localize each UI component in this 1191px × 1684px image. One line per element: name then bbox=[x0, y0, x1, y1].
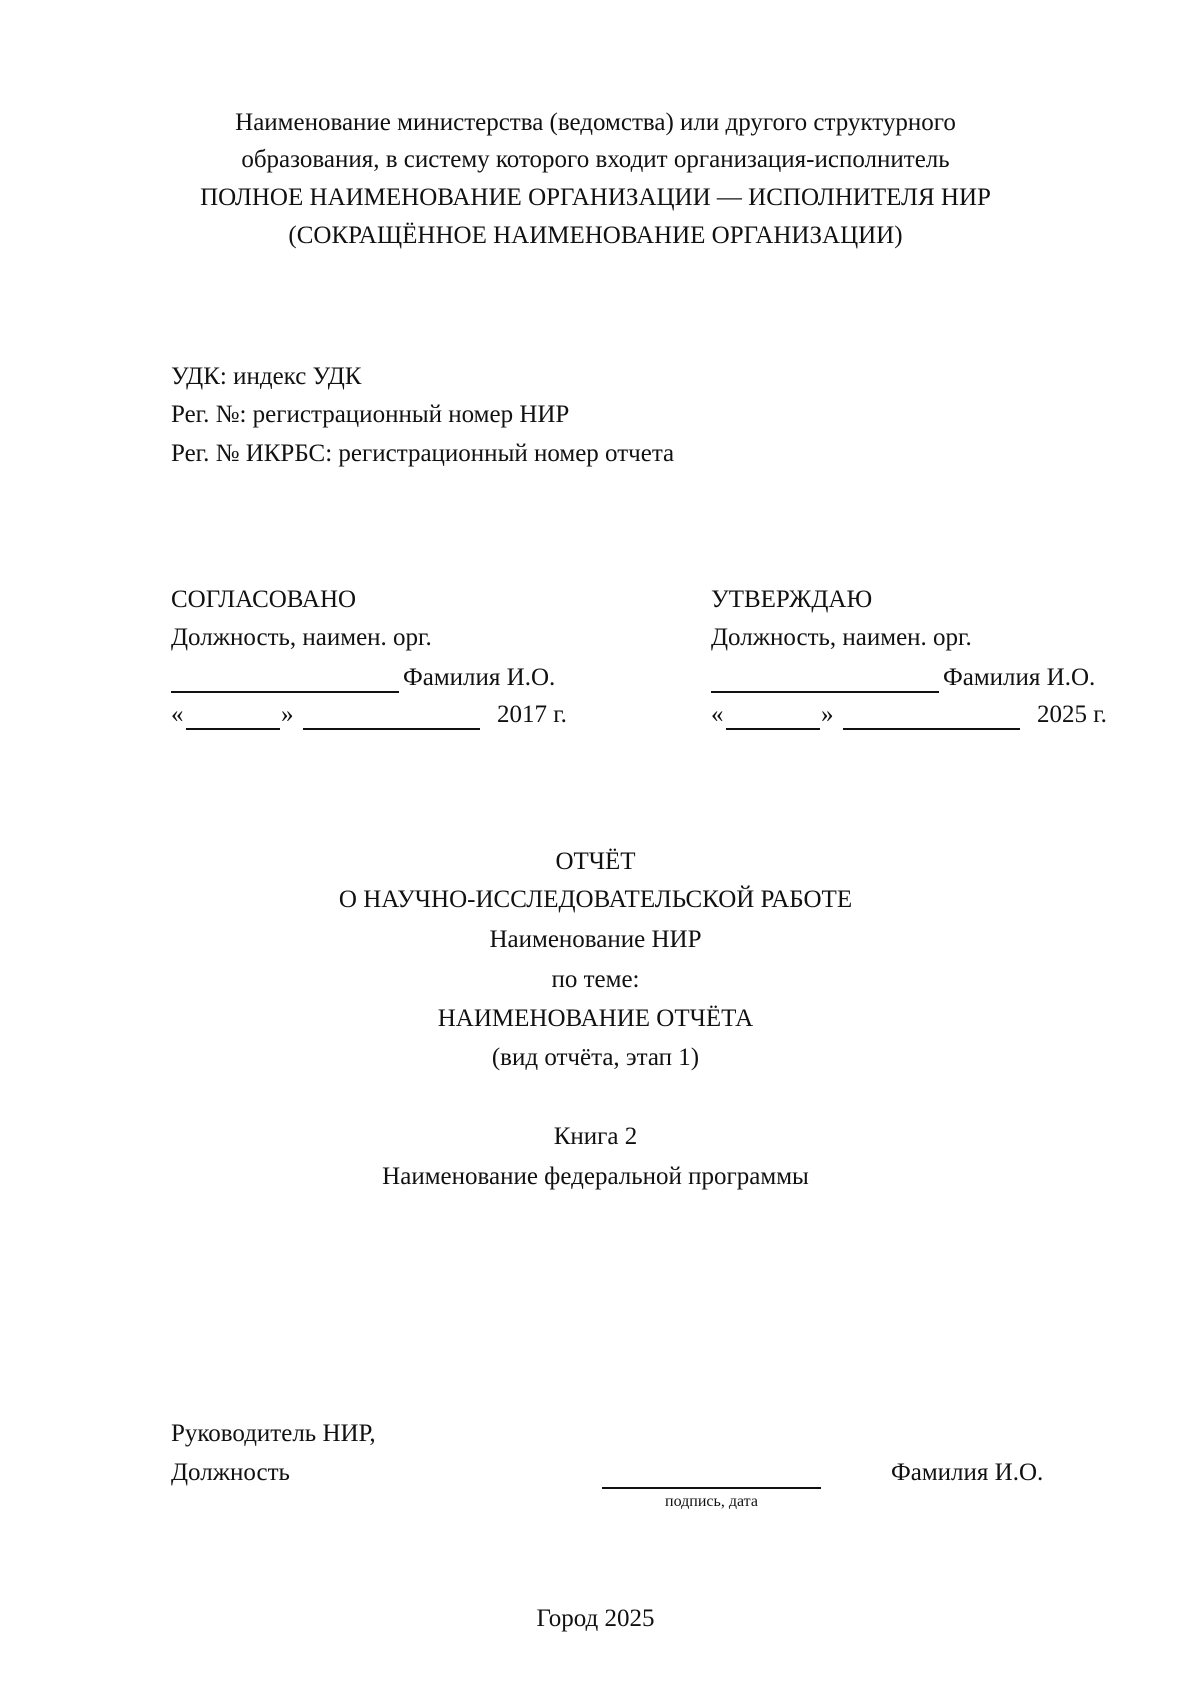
report-kind: (вид отчёта, этап 1) bbox=[491, 1044, 700, 1071]
agreed-signature-line bbox=[171, 691, 399, 693]
agreed-year: 2017 г. bbox=[497, 701, 567, 728]
agreed-position: Должность, наимен. орг. bbox=[171, 624, 432, 651]
approved-signature-line bbox=[711, 691, 939, 693]
approved-day-line bbox=[726, 728, 820, 730]
head-signature-line bbox=[602, 1487, 821, 1489]
agreed-quote-open: « bbox=[171, 701, 184, 728]
udk-line: УДК: индекс УДК bbox=[171, 363, 362, 390]
agreed-quote-close: » bbox=[281, 701, 294, 728]
organization-short-name: (СОКРАЩЁННОЕ НАИМЕНОВАНИЕ ОРГАНИЗАЦИИ) bbox=[288, 222, 903, 249]
head-position: Должность bbox=[171, 1459, 290, 1486]
report-title: ОТЧЁТ bbox=[555, 848, 636, 875]
city-year: Город 2025 bbox=[536, 1605, 655, 1632]
approved-year: 2025 г. bbox=[1037, 701, 1107, 728]
approved-month-line bbox=[843, 728, 1020, 730]
reg-ikrbs-line: Рег. № ИКРБС: регистрационный номер отчета bbox=[171, 440, 675, 467]
approved-name: Фамилия И.О. bbox=[943, 664, 1096, 691]
agreed-day-line bbox=[186, 728, 280, 730]
approved-position: Должность, наимен. орг. bbox=[711, 624, 972, 651]
signature-caption: подпись, дата bbox=[665, 1493, 758, 1510]
nir-name: Наименование НИР bbox=[489, 926, 702, 953]
report-name: НАИМЕНОВАНИЕ ОТЧЁТА bbox=[437, 1005, 754, 1032]
ministry-line-2: образования, в систему которого входит организация-исполнитель bbox=[241, 146, 950, 173]
program-name: Наименование федеральной программы bbox=[382, 1163, 809, 1190]
report-subtitle: О НАУЧНО-ИССЛЕДОВАТЕЛЬСКОЙ РАБОТЕ bbox=[338, 886, 853, 913]
topic-label: по теме: bbox=[551, 966, 640, 993]
approved-quote-close: » bbox=[821, 701, 834, 728]
book-number: Книга 2 bbox=[553, 1123, 638, 1150]
agreed-name: Фамилия И.О. bbox=[403, 664, 556, 691]
head-name: Фамилия И.О. bbox=[891, 1459, 1044, 1486]
agreed-title: СОГЛАСОВАНО bbox=[171, 586, 357, 613]
ministry-line-1: Наименование министерства (ведомства) или другого структурного bbox=[235, 109, 956, 136]
approved-quote-open: « bbox=[711, 701, 724, 728]
agreed-month-line bbox=[303, 728, 480, 730]
reg-nir-line: Рег. №: регистрационный номер НИР bbox=[171, 401, 570, 428]
head-label: Руководитель НИР, bbox=[171, 1420, 376, 1447]
approved-title: УТВЕРЖДАЮ bbox=[711, 586, 873, 613]
organization-full-name: ПОЛНОЕ НАИМЕНОВАНИЕ ОРГАНИЗАЦИИ — ИСПОЛНИТЕЛЯ НИР bbox=[200, 184, 991, 211]
